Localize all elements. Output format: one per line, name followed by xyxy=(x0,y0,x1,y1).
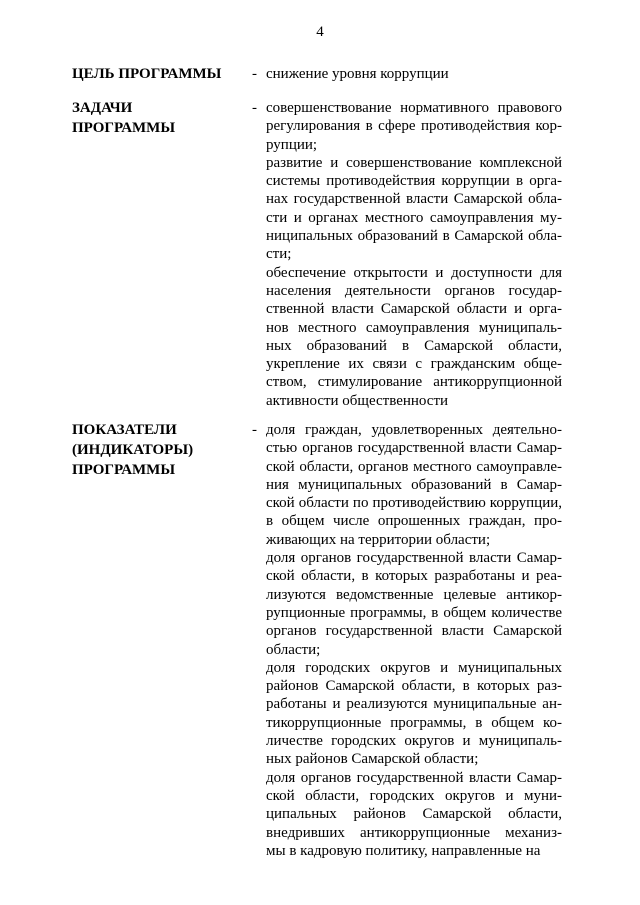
text-line: ния муниципальных образований в Самар- xyxy=(266,476,562,493)
list-dash: - xyxy=(252,66,257,82)
text-line: населения деятельности органов государ- xyxy=(266,282,562,299)
text-line: активности общественности xyxy=(266,392,449,409)
text-line: живающих на территории области; xyxy=(266,531,491,548)
list-item xyxy=(266,65,562,83)
text-line: обеспечение открытости и доступности для xyxy=(266,264,562,281)
text-line: регулирования в сфере противодействия кор- xyxy=(266,118,562,135)
section-label-goal xyxy=(72,64,242,84)
text-line: ской области, в которых разработаны и реа- xyxy=(266,568,562,585)
text-line: системы противодействия коррупции в орга- xyxy=(266,173,562,190)
text-line: лизуются ведомственные целевые антикор- xyxy=(266,586,562,603)
section-label-line: ПОКАЗАТЕЛИ xyxy=(72,422,177,438)
text-line: районов Самарской области, в которых раз- xyxy=(266,678,562,695)
text-line: нах государственной власти Самарской обла- xyxy=(266,191,562,208)
text-line: развитие и совершенствование комплексной xyxy=(266,154,562,171)
text-line: личестве городских округов и муниципаль- xyxy=(266,733,562,750)
list-item xyxy=(266,154,562,264)
text-line: совершенствование нормативного правового xyxy=(266,100,562,116)
text-line: ской области, органов местного самоуправле- xyxy=(266,458,562,475)
text-line: ных образований в Самарской области, xyxy=(266,337,562,354)
text-line: внедривших антикоррупционные механиз- xyxy=(266,824,562,841)
text-line: нов местного самоуправления муниципаль- xyxy=(266,319,562,336)
text-line: ской области по противодействию коррупции, xyxy=(266,495,562,512)
list-item xyxy=(266,659,562,769)
page-number: 4 xyxy=(316,24,324,40)
text-line: в общем числе опрошенных граждан, про- xyxy=(266,513,562,530)
text-line: рупции; xyxy=(266,136,318,153)
section-label-line: ПРОГРАММЫ xyxy=(72,462,176,478)
text-line: сти; xyxy=(266,246,292,263)
text-line: укрепление их связи с гражданским обще- xyxy=(266,356,562,373)
text-line: ниципальных образований в Самарской обла- xyxy=(266,228,562,245)
text-line: работаны и реализуются муниципальные ан- xyxy=(266,696,562,713)
text-line: стью органов государственной власти Самар- xyxy=(266,440,562,457)
list-item xyxy=(266,99,562,154)
section-label-line: ЦЕЛЬ ПРОГРАММЫ xyxy=(72,66,222,82)
text-line: мы в кадровую политику, направленные на xyxy=(266,842,541,859)
section-label-line: ЗАДАЧИ xyxy=(72,100,133,116)
text-line: сти и органах местного самоуправления му- xyxy=(266,209,562,226)
section-content-tasks xyxy=(266,99,562,410)
section-content-goal xyxy=(266,65,562,83)
text-line: доля органов государственной власти Самар- xyxy=(266,769,562,786)
text-line: ципальных районов Самарской области, xyxy=(266,806,562,823)
text-line: области; xyxy=(266,641,321,658)
section-label-indicators xyxy=(72,420,242,480)
section-label-line: (ИНДИКАТОРЫ) xyxy=(72,442,194,458)
text-line: ством, стимулирование антикоррупционной xyxy=(266,374,562,391)
text-line: тикоррупционные программы, в общем ко- xyxy=(266,714,562,731)
text-line: ской области, городских округов и муни- xyxy=(266,787,562,804)
list-item xyxy=(266,264,562,410)
section-content-indicators xyxy=(266,421,562,860)
list-item xyxy=(266,549,562,659)
list-item xyxy=(266,421,562,549)
list-item xyxy=(266,769,562,860)
text-line: ных районов Самарской области; xyxy=(266,751,479,768)
text-line: органов государственной власти Самарской xyxy=(266,623,562,640)
section-label-line: ПРОГРАММЫ xyxy=(72,120,176,136)
text-line: ственной власти Самарской области и орга- xyxy=(266,301,562,318)
text-line: снижение уровня коррупции xyxy=(266,66,449,82)
text-line: доля городских округов и муниципальных xyxy=(266,659,562,676)
list-dash: - xyxy=(252,100,257,116)
text-line: рупционные программы, в общем количестве xyxy=(266,604,562,621)
section-label-tasks xyxy=(72,98,242,138)
text-line: доля граждан, удовлетворенных деятельно- xyxy=(266,422,562,438)
list-dash: - xyxy=(252,422,257,438)
text-line: доля органов государственной власти Самар- xyxy=(266,550,562,567)
